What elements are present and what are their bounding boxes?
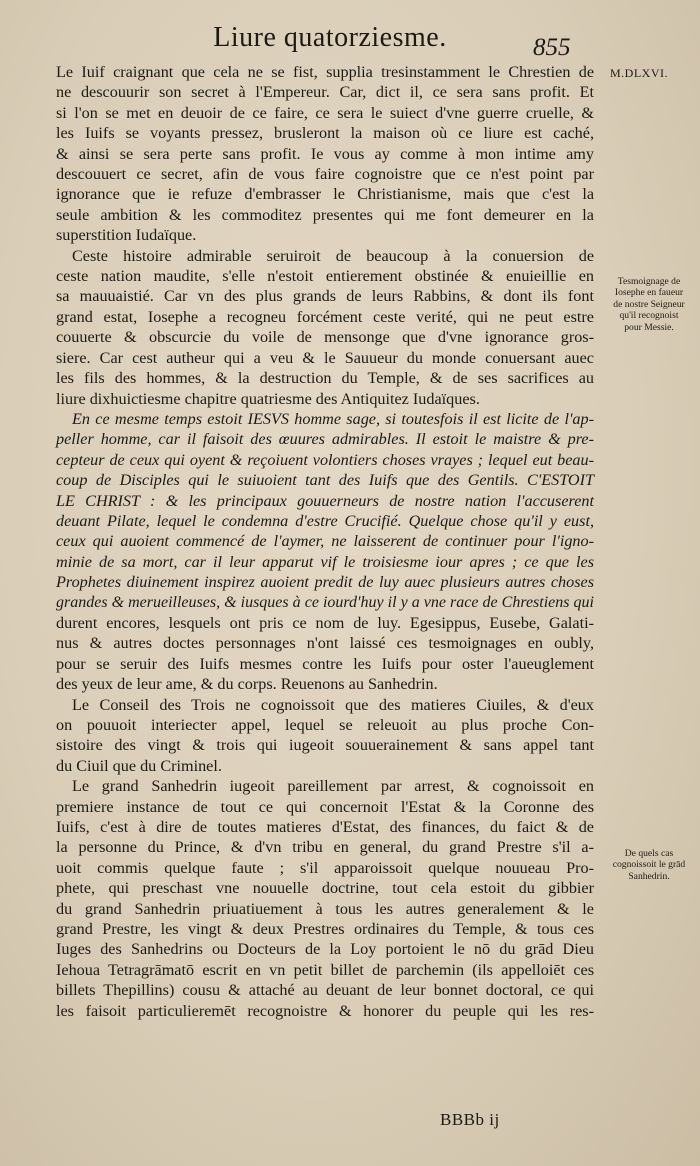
text-line: du Ciuil que du Criminel. (56, 756, 222, 775)
margin-note-line: pour Messie. (624, 321, 674, 333)
text-line: des yeux de leur ame, & du corps. Reuenons au Sanhedrin. (56, 675, 438, 694)
quoted-text-line: Prophetes diuinement inspirez auoient predit de luy auec plusieurs autres choses (56, 573, 594, 592)
quoted-text-line: ceux qui auoient commencé de l'aymer, ne laisserent de continuer pour l'igno- (56, 532, 594, 551)
text-line: siere. Car cest autheur qui a veu & le Sauueur du monde conuersant auec (56, 348, 594, 367)
text-line: premiere instance de tout ce qui concernoit l'Estat & la Coronne des (56, 797, 594, 816)
text-line: si l'on se met en deuoir de ce faire, ce sera le suiect d'vne guerre cruelle, & (56, 103, 594, 122)
text-line: on pouuoit interiecter appel, lequel se releuoit au plus proche Con- (56, 716, 594, 734)
text-line: du grand Sanhedrin priuatiuement à tous les autres generalement & le (56, 899, 594, 918)
text-line: sa mauuaistié. Car vn des plus grands de leurs Rabbins, & dont ils font (56, 287, 594, 306)
text-line: ceste nation maudite, s'elle n'estoit entierement obstinée & enuieillie en (56, 267, 594, 286)
text-line: sistoire des vingt & trois qui iugeoit souuerainement & sans appel tant (56, 736, 594, 755)
text-line: descouuert ce secret, afin de vous faire cognoistre que ce n'est point par (56, 165, 594, 184)
margin-note-line: de nostre Seigneur (613, 298, 685, 310)
marginal-year: M.DLXVI. (610, 66, 668, 80)
quoted-text-line: deuant Pilate, lequel le condemna d'estre Crucifié. Quelque chose qu'il y eust, (56, 511, 594, 530)
margin-note-line: De quels cas (624, 848, 674, 859)
margin-note-sanhedrin (603, 848, 695, 882)
text-line: les faisoit particulieremēt recognoistre & honorer du peuple qui les res- (56, 1001, 594, 1020)
text-line: liure dixhuictiesme chapitre quatriesme des Antiquitez Iudaïques. (56, 389, 480, 408)
page-number: 855 (533, 34, 571, 61)
text-line: Le grand Sanhedrin iugeoit pareillement par arrest, & cognoissoit en (72, 777, 594, 796)
text-line: les Iuifs se voyants pressez, brusleront la maison où ce liure est caché, (56, 124, 594, 143)
running-title: Liure quatorziesme. (213, 22, 447, 53)
text-line: la personne du Prince, & d'vn tribu en general, du grand Prestre s'il a- (56, 838, 594, 857)
text-line: Le Iuif craignant que cela ne se fist, supplia tresinstamment le Chrestien de (56, 63, 594, 81)
text-line: durent encores, lesquels ont pris ce nom de luy. Egesippus, Eusebe, Galati- (56, 613, 594, 632)
quoted-text-line: grandes & merueilleuses, & iusques à ce iourd'huy il y a vne race de Chrestiens qui (56, 593, 594, 611)
text-line: grand Prestre, les vingt & deux Prestres ordinaires du Temple, & tous ces (56, 920, 594, 939)
text-line: couuerte & obscurcie du voile de mensonge que d'vne ignorance gros- (56, 328, 594, 347)
text-line: Iuges des Sanhedrins ou Docteurs de la Loy portoient le nō du grād Dieu (56, 940, 594, 959)
text-line: Le Conseil des Trois ne cognoissoit que des matieres Ciuiles, & d'eux (72, 695, 594, 714)
main-text-block (56, 62, 594, 1021)
text-line: superstition Iudaïque. (56, 226, 197, 245)
text-line: & ainsi se sera perte sans profit. Ie vous ay comme à mon intime amy (56, 144, 594, 163)
quoted-text-line: LE CHRIST : & les principaux gouuerneurs de nostre nation l'accuserent (56, 491, 594, 510)
quoted-text-line: minie de sa mort, car il leur apparut vif le troisiesme iour apres ; ce que les (56, 552, 594, 571)
text-line: phete, qui preschast vne nouuelle doctrine, tout cela estoit du gibbier (56, 879, 594, 898)
margin-note-line: qu'il recognoist (619, 310, 679, 322)
signature-mark: BBBb ij (440, 1110, 500, 1129)
text-line: seule ambition & les commoditez presentes qui me font demeurer en la (56, 205, 594, 224)
text-line: uoit commis quelque faute ; s'il apparoissoit quelque nouueau Pro- (56, 858, 594, 877)
quoted-text-line: peller homme, car il faisoit des œuures admirables. Il estoit le maistre & pre- (56, 430, 594, 449)
text-line: grand estat, Iosephe a recogneu forcément ceste verité, qui ne peut estre (56, 307, 594, 326)
text-line: ne descouurir son secret à l'Empereur. Car, dict il, ce sera sans profit. Et (56, 83, 594, 102)
margin-note-line: Iosephe en faueur (614, 287, 684, 299)
margin-note-line: Tesmoignage de (617, 276, 681, 287)
quoted-text-line: En ce mesme temps estoit IESVS homme sage, si toutesfois il est licite de l'ap- (72, 409, 594, 428)
quoted-text-line: coup de Disciples qui le suiuoient tant des Iuifs que des Gentils. C'ESTOIT (56, 471, 594, 490)
text-line: pour se seruir des Iuifs mesmes contre les Iuifs pour oster l'aueuglement (56, 654, 594, 673)
text-line: Iuifs, c'est à dire de toutes matieres d'Estat, des finances, du faict & de (56, 818, 594, 837)
text-line: ignorance que ie refuze d'embrasser le Christianisme, mais que c'est la (56, 185, 594, 204)
quoted-text-line: cepteur de ceux qui oyent & reçoiuent volontiers choses vrayes ; lequel eut beau- (56, 450, 594, 469)
text-line: nus & autres doctes personnages n'ont laissé ces tesmoignages en oubly, (56, 634, 594, 653)
margin-note-josephus (603, 276, 695, 333)
text-line: Ceste histoire admirable seruiroit de beaucoup à la conuersion de (72, 246, 594, 265)
text-line: les fils des hommes, & la destruction du Temple, & de ses sacrifices au (56, 369, 594, 388)
margin-note-line: cognoissoit le grād (612, 859, 686, 871)
margin-note-line: Sanhedrin. (628, 870, 670, 882)
text-line: Iehoua Tetragrāmatō escrit en vn petit billet de parchemin (ils appelloiēt ces (56, 960, 594, 979)
text-line: billets Thepillins) cousu & attaché au deuant de leur bonnet doctoral, ce qui (56, 981, 594, 1000)
